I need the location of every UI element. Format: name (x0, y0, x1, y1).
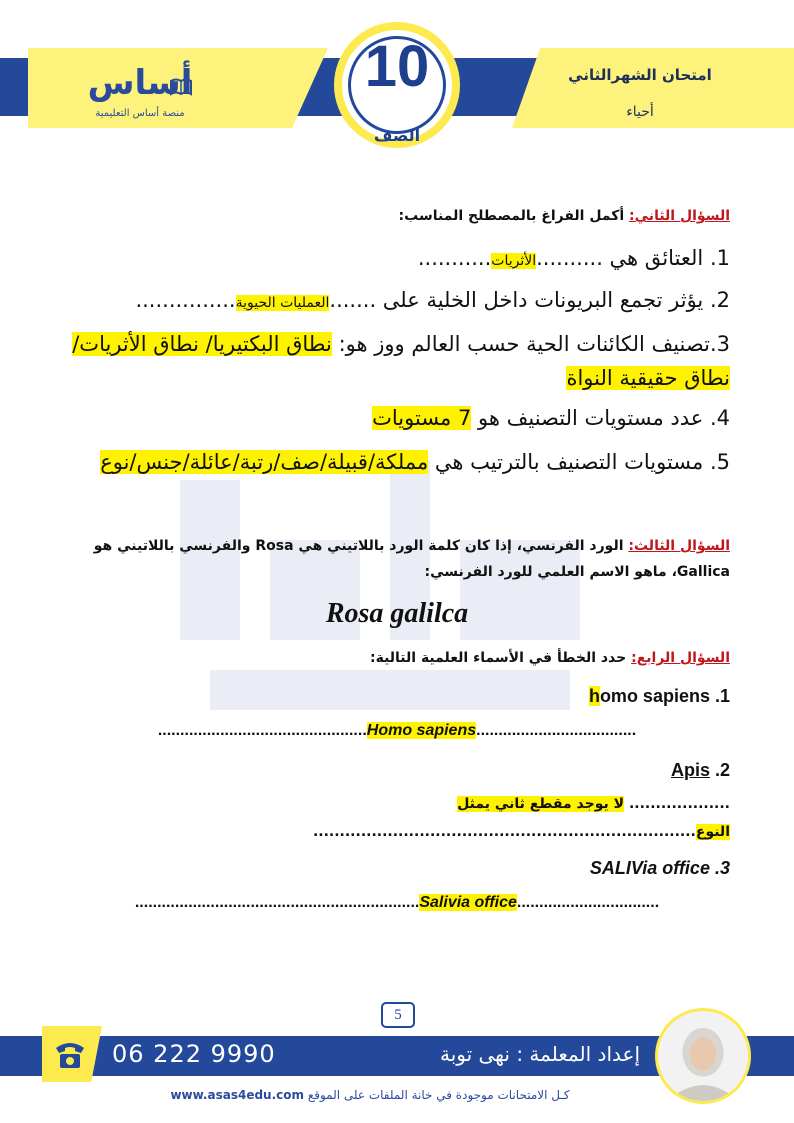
q3-label: السؤال الثالث: (628, 538, 730, 554)
q4-heading (370, 650, 730, 666)
q4-item-2-name: Apis (670, 760, 710, 780)
q3-line-1 (94, 538, 730, 554)
teacher-avatar (655, 1008, 751, 1104)
q4-item-3-dots-right: ................................ (516, 894, 660, 911)
teacher-name: إعداد المعلمة : نهى توبة (439, 1042, 640, 1066)
q4-item-1-answer: Homo sapiens (366, 722, 477, 739)
q4-item-2 (671, 760, 730, 781)
grade-label: الصف (373, 126, 421, 145)
exam-subject: أحياء (626, 104, 654, 120)
q2-item-3-text: 3.تصنيف الكائنات الحية حسب العالم ووز هو: (338, 332, 730, 356)
q2-item-5 (100, 450, 730, 474)
q4-item-3-num: .3 (714, 858, 730, 878)
q2-instruction: أكمل الفراغ بالمصطلح المناسب: (398, 208, 625, 224)
telephone-icon (52, 1036, 88, 1072)
footer-note-text: كـل الامتحانات موجودة في خانة الملفات على الموقع (307, 1088, 570, 1102)
q4-label: السؤال الرابع: (631, 650, 730, 666)
q2-item-4-answer: 7 مستويات (372, 406, 472, 430)
q2-item-3-continued (566, 366, 730, 390)
q2-item-1-answer: الأثريات (491, 253, 537, 269)
q4-item-1-answer-line (64, 722, 730, 740)
q4-item-3-dots-left: ................................................................ (134, 894, 420, 911)
page-number: 5 (381, 1002, 415, 1028)
q2-item-5-answer: مملكة/قبيلة/صف/رتبة/عائلة/جنس/نوع (100, 450, 429, 474)
logo-subtitle: منصة أساس التعليمية (95, 108, 185, 119)
website-link[interactable]: www.asas4edu.com (170, 1088, 305, 1102)
q3-latin-rosa: Rosa (255, 538, 294, 554)
q4-item-3-name: SALIVia office (589, 858, 710, 878)
book-icon (170, 78, 192, 96)
q4-item-1-dots-left: ............................................... (157, 722, 367, 739)
q4-item-1-dots-right: .................................... (476, 722, 637, 739)
q2-label: السؤال الثاني: (629, 208, 730, 224)
q4-item-1-num: .1 (714, 686, 730, 706)
q4-item-2-answer: لا يوجد مقطع ثاني يمثل (457, 796, 625, 812)
q4-item-1-first-letter: h (588, 686, 600, 706)
q4-item-1 (589, 686, 730, 707)
q4-item-3 (590, 858, 730, 879)
q4-item-2-num: .2 (714, 760, 730, 780)
q4-item-2-answer-line-2 (313, 824, 730, 840)
phone-number: 06 222 9990 (112, 1040, 276, 1068)
q2-heading (399, 208, 730, 224)
q4-item-2-dots-a: ................... (628, 796, 730, 812)
q4-item-3-answer-line (64, 894, 730, 912)
grade-number: 10 (364, 34, 430, 99)
q3-text-a: الورد الفرنسي، إذا كان كلمة الورد باللاتيني هي (298, 538, 624, 554)
q3-text-c: ، ماهو الاسم العلمي للورد الفرنسي: (424, 564, 677, 580)
logo-text: أساس (87, 63, 193, 103)
q2-item-1 (418, 246, 730, 270)
q4-item-1-name: omo sapiens (599, 686, 710, 706)
q2-item-3-answer-2: نطاق حقيقية النواة (566, 366, 730, 390)
q3-text-b: والفرنسي باللاتيني هو (93, 538, 251, 554)
q4-item-3-answer: Salivia office (419, 894, 517, 911)
q2-item-1-text: 1. العتائق هي .......... (536, 246, 730, 270)
q2-item-2-answer: العمليات الحيوية (235, 295, 330, 311)
q2-item-5-text: 5. مستويات التصنيف بالترتيب هي (434, 450, 730, 474)
exam-title: امتحان الشهرالثاني (568, 66, 712, 84)
q2-item-4-text: 4. عدد مستويات التصنيف هو (478, 406, 730, 430)
q4-item-2-answer-line (457, 796, 730, 812)
q2-item-4 (372, 406, 730, 430)
q4-item-2-answer-2: النوع (695, 824, 730, 840)
q2-item-2-dots: ............... (135, 288, 236, 312)
q3-line-2 (425, 564, 730, 580)
footer-note (100, 1088, 640, 1102)
teacher-portrait-icon (658, 1011, 748, 1101)
q4-instruction: حدد الخطأ في الأسماء العلمية التالية: (369, 650, 627, 666)
q3-latin-gallica: Gallica (676, 564, 730, 580)
q2-item-3-answer: نطاق البكتيريا/ نطاق الأثريات/ (72, 332, 332, 356)
q2-item-1-dots: ........... (417, 246, 492, 270)
q3-answer: Rosa galilca (325, 598, 469, 629)
q2-item-2 (135, 288, 730, 312)
q4-item-2-dots-b: ........................................................................ (312, 824, 696, 840)
q2-item-3 (72, 332, 730, 356)
q2-item-2-text: 2. يؤثر تجمع البريونات داخل الخلية على ....... (329, 288, 730, 312)
